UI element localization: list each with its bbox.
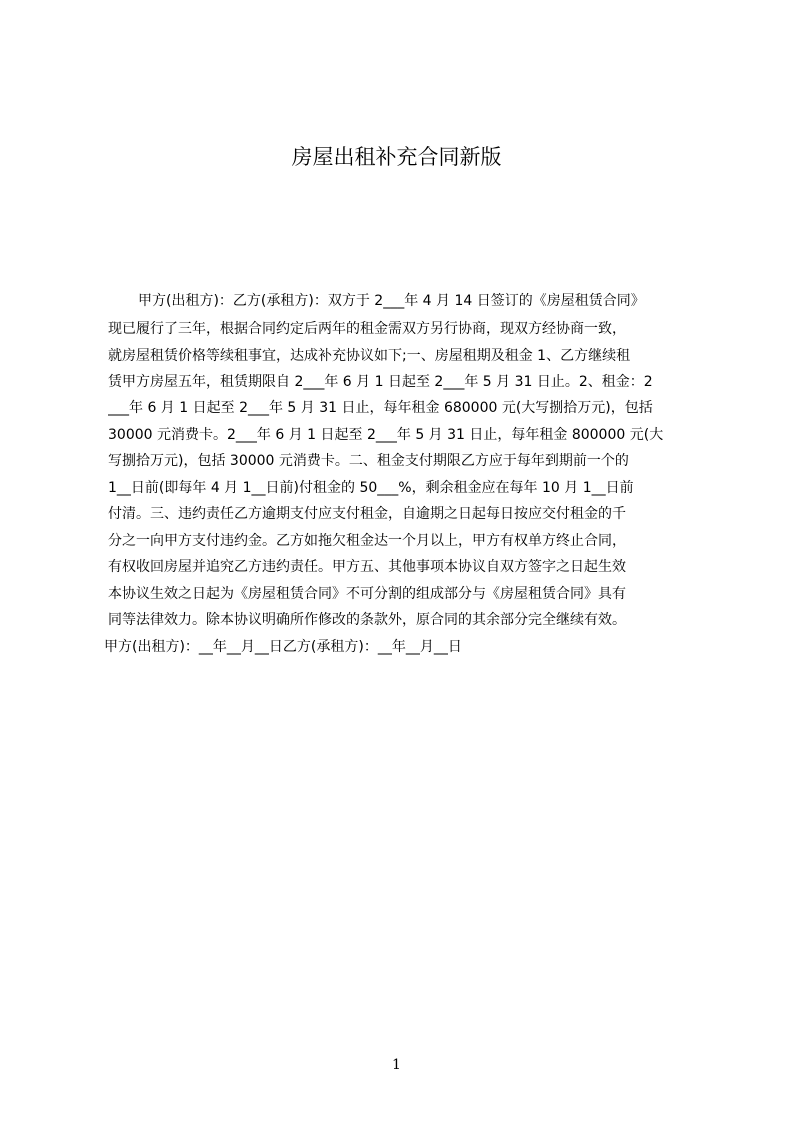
body-text-line: 本协议生效之日起为《房屋租赁合同》不可分割的组成部分与《房屋租赁合同》具有	[108, 586, 626, 602]
body-text-line: 30000 元消费卡。2___年 6 月 1 日起至 2___年 5 月 31 日止，每年租金 800000 元(大	[108, 427, 664, 443]
page-number: 1	[392, 1057, 401, 1073]
body-text-line: 1__日前(即每年 4 月 1__日前)付租金的 50___%，剩余租金应在每年 10 月 1__日前	[108, 480, 634, 496]
body-text-line: 同等法律效力。除本协议明确所作修改的条款外，原合同的其余部分完全继续有效。	[108, 612, 626, 628]
body-text-line: 写捌拾万元)，包括 30000 元消费卡。二、租金支付期限乙方应于每年到期前一个的	[108, 453, 629, 469]
document-title: 房屋出租补充合同新版	[291, 145, 502, 169]
body-text-line: 付清。三、违约责任乙方逾期支付应支付租金，自逾期之日起每日按应交付租金的千	[108, 506, 626, 522]
body-text-line: 有权收回房屋并追究乙方违约责任。甲方五、其他事项本协议自双方签字之日起生效	[108, 559, 626, 575]
body-text-line: ___年 6 月 1 日起至 2___年 5 月 31 日止，每年租金 680000 元(大写捌拾万元)，包括	[108, 400, 653, 416]
body-text-line: 就房屋租赁价格等续租事宜，达成补充协议如下;一、房屋租期及租金 1、乙方继续租	[108, 348, 631, 364]
body-text-line: 分之一向甲方支付违约金。乙方如拖欠租金达一个月以上，甲方有权单方终止合同，	[108, 533, 626, 549]
body-text-line: 甲方(出租方)：乙方(承租方)：双方于 2___年 4 月 14 日签订的《房屋租赁合同》	[138, 293, 645, 309]
signature-line: 甲方(出租方)：__年__月__日乙方(承租方)：__年__月__日	[104, 639, 462, 655]
body-text-line: 赁甲方房屋五年，租赁期限自 2___年 6 月 1 日起至 2___年 5 月 31 日止。2、租金：2	[108, 374, 653, 390]
body-text-line: 现已履行了三年，根据合同约定后两年的租金需双方另行协商，现双方经协商一致，	[108, 321, 626, 337]
